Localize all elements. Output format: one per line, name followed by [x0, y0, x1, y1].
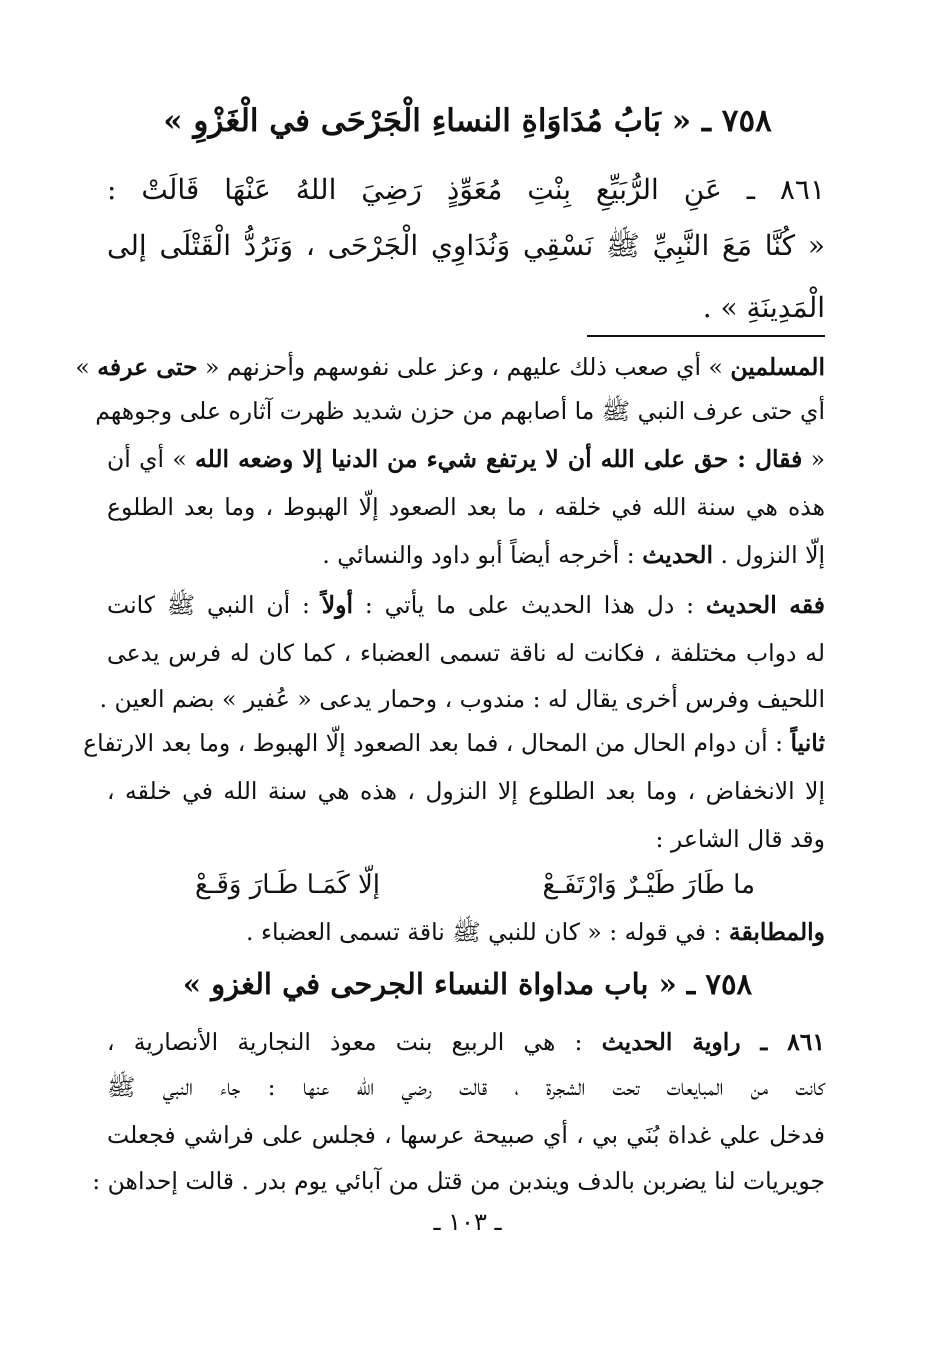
bold-term: أولاً	[321, 591, 353, 619]
footnote-divider	[587, 335, 825, 337]
narrator-line: فدخل علي غداة بُنَي بي ، أي صبيحة عرسها ، فجلس على فراشي فجعلت	[107, 1121, 825, 1149]
commentary-line	[107, 583, 825, 627]
commentary-line	[107, 437, 825, 481]
text-run: »	[75, 353, 98, 381]
commentary-line: له دواب مختلفة ، فكانت له ناقة تسمى العضباء ، كما كان له فرس يدعى	[107, 639, 825, 667]
conformity-line	[107, 910, 825, 954]
text-run: » أي صعب ذلك عليهم ، وعز على نفوسهم وأحزنهم «	[197, 353, 731, 381]
commentary-line	[75, 345, 825, 389]
page-number: ـ ١٠٣ ـ	[433, 1208, 502, 1236]
bold-term: فقال : حق على الله أن لا يرتفع شيء من الدنيا إلا وضعه الله	[195, 445, 803, 473]
commentary-line	[83, 721, 825, 765]
bold-term: المسلمين	[730, 353, 825, 381]
text-run: : أن دوام الحال من المحال ، فما بعد الصعود إلّا الهبوط ، وما بعد الارتفاع	[83, 729, 791, 757]
commentary-line: اللحيف وفرس أخرى يقال له : مندوب ، وحمار يدعى « عُفير » بضم العين .	[99, 685, 825, 713]
poetry-verse	[195, 863, 755, 907]
commentary-line: هذه هي سنة الله في خلقه ، ما بعد الصعود إلّا الهبوط ، وما بعد الطلوع	[107, 493, 825, 521]
narrator-line	[107, 1020, 825, 1064]
text-run: : في قوله : « كان للنبي ﷺ ناقة تسمى العضباء .	[246, 918, 729, 946]
commentary-line: وقد قال الشاعر :	[655, 825, 825, 853]
bold-term: والمطابقة	[728, 918, 825, 946]
narrator-line: جويريات لنا يضربن بالدف ويندبن من قتل من آبائي يوم بدر . قالت إحداهن :	[92, 1167, 825, 1195]
hadith-line-3: الْمَدِينَةِ » .	[702, 291, 825, 324]
commentary-line: أي حتى عرف النبي ﷺ ما أصابهم من حزن شديد ظهرت آثاره على وجوههم	[95, 397, 825, 425]
hadith-line-1: ٨٦١ ـ عَنِ الرُّبَيِّعِ بِنْتِ مُعَوِّذٍ رَضِيَ اللهُ عَنْهَا قَالَتْ :	[107, 173, 825, 206]
commentary-line: إلا الانخفاض ، وما بعد الطلوع إلا النزول ، هذه هي سنة الله في خلقه ،	[107, 777, 825, 805]
narrator-line: كانت من المبايعات تحت الشجرة ، قالت رضي الله عنها : جاء النبي ﷺ	[107, 1073, 825, 1101]
bold-term: فقه الحديث	[705, 591, 825, 619]
commentary-line	[107, 533, 825, 577]
text-run: إلّا النزول .	[713, 541, 825, 569]
bold-term: حتى عرفه	[97, 353, 198, 381]
text-run: : أن النبي ﷺ كانت	[107, 591, 322, 619]
section-title: ٧٥٨ ـ « باب مداواة النساء الجرحى في الغزو »	[182, 967, 753, 1001]
bold-term: ثانياً	[790, 729, 825, 757]
chapter-title: ٧٥٨ ـ « بَابُ مُدَاوَاةِ النساءِ الْجَرْحَى في الْغَزْوِ »	[163, 103, 772, 139]
text-run: : دل هذا الحديث على ما يأتي :	[352, 591, 706, 619]
text-run: : أخرجه أيضاً أبو داود والنسائي .	[322, 541, 643, 569]
text-run: » أي أن	[107, 445, 195, 473]
hadith-line-2: « كُنَّا مَعَ النَّبِيِّ ﷺ نَسْقِي وَنُدَاوِي الْجَرْحَى ، وَنَرُدُّ الْقَتْلَى إلى	[107, 229, 825, 262]
bold-term: ٨٦١ ـ راوية الحديث	[601, 1028, 826, 1056]
verse-second-hemistich: إلّا كَمَـا طَـارَ وَقَـعْ	[195, 870, 381, 900]
verse-first-hemistich: ما طَارَ طَيْـرٌ وَارْتَفَـعْ	[542, 870, 755, 900]
bold-term: الحديث	[642, 541, 714, 569]
text-run: : هي الربيع بنت معوذ النجارية الأنصارية ،	[107, 1028, 602, 1056]
text-run: «	[802, 445, 825, 473]
